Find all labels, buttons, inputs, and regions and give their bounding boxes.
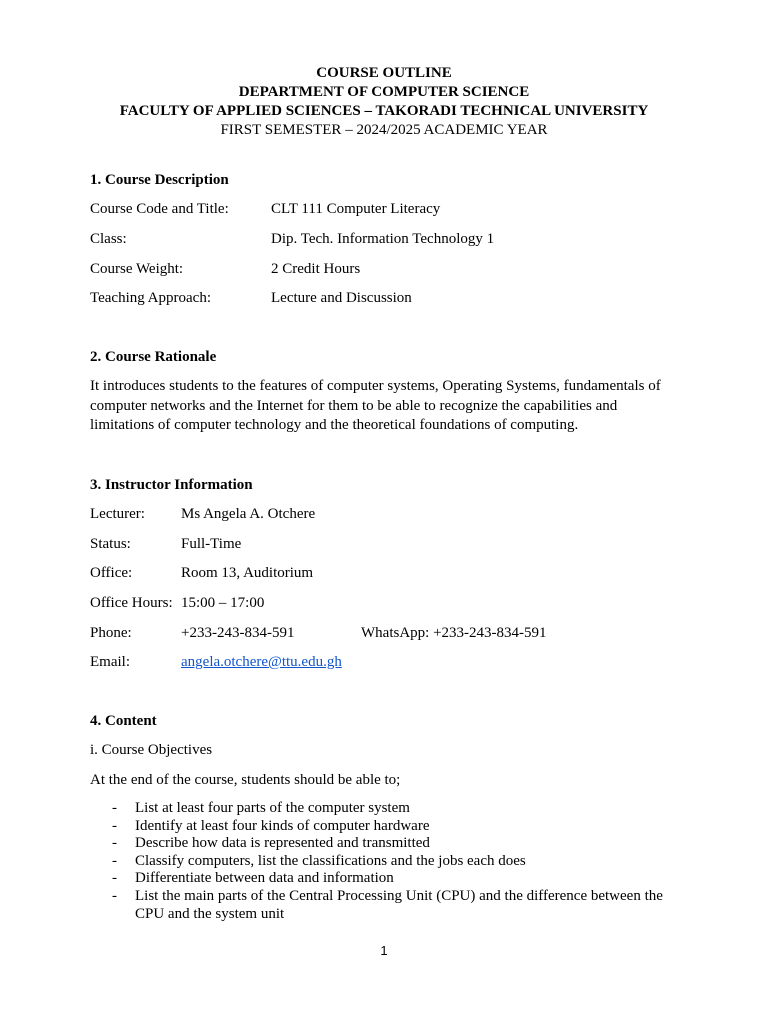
list-item-text: List at least four parts of the computer system xyxy=(135,800,410,816)
bullet-dash: - xyxy=(112,870,117,887)
office-hours-label: Office Hours: xyxy=(90,595,173,611)
status-label: Status: xyxy=(90,536,131,552)
bullet-dash: - xyxy=(112,887,117,904)
list-item-text: List the main parts of the Central Processing Unit (CPU) and the difference between the CPU and the system unit xyxy=(135,887,663,922)
office-hours-value: 15:00 – 17:00 xyxy=(181,595,265,611)
page-number: 1 xyxy=(380,943,388,958)
header-faculty: FACULTY OF APPLIED SCIENCES – TAKORADI TECHNICAL UNIVERSITY xyxy=(119,103,649,119)
list-item xyxy=(90,835,670,853)
class-label: Class: xyxy=(90,231,127,247)
course-code-value: CLT 111 Computer Literacy xyxy=(271,201,441,217)
section-heading-course-description: 1. Course Description xyxy=(90,172,229,188)
bullet-dash: - xyxy=(112,800,117,816)
teaching-approach-label: Teaching Approach: xyxy=(90,290,211,306)
list-item xyxy=(90,888,670,923)
section-heading-instructor-information: 3. Instructor Information xyxy=(90,477,253,493)
list-item xyxy=(90,870,670,888)
list-item-text: Classify computers, list the classifications and the jobs each does xyxy=(135,852,526,869)
list-item xyxy=(90,853,670,871)
section-heading-course-rationale: 2. Course Rationale xyxy=(90,349,217,365)
course-rationale-text: It introduces students to the features of computer systems, Operating Systems, fundamentals of computer networks and the Internet for them to be able to recognize the capabilities and limitations of computer technology and the theoretical foundations of computing. xyxy=(90,378,661,433)
course-code-label: Course Code and Title: xyxy=(90,201,229,217)
list-item-text: Differentiate between data and information xyxy=(135,870,394,887)
email-label: Email: xyxy=(90,654,130,670)
phone-value: +233-243-834-591 xyxy=(181,625,295,641)
course-objectives-subheading: i. Course Objectives xyxy=(90,742,213,758)
header-department: DEPARTMENT OF COMPUTER SCIENCE xyxy=(238,84,530,100)
class-value: Dip. Tech. Information Technology 1 xyxy=(271,231,495,247)
lecturer-label: Lecturer: xyxy=(90,506,145,522)
header-title: COURSE OUTLINE xyxy=(316,65,452,81)
bullet-dash: - xyxy=(112,835,117,852)
email-link[interactable]: angela.otchere@ttu.edu.gh xyxy=(181,654,342,670)
bullet-dash: - xyxy=(112,852,117,869)
whatsapp-value: WhatsApp: +233-243-834-591 xyxy=(361,625,547,641)
course-objectives-list xyxy=(90,800,670,923)
teaching-approach-value: Lecture and Discussion xyxy=(271,290,412,306)
course-weight-value: 2 Credit Hours xyxy=(271,261,361,277)
header-semester: FIRST SEMESTER – 2024/2025 ACADEMIC YEAR xyxy=(220,122,548,138)
list-item-text: Describe how data is represented and transmitted xyxy=(135,835,430,852)
course-weight-label: Course Weight: xyxy=(90,261,184,277)
list-item xyxy=(90,818,670,836)
phone-label: Phone: xyxy=(90,625,132,641)
list-item-text: Identify at least four kinds of computer hardware xyxy=(135,817,430,834)
list-item xyxy=(90,800,670,818)
status-value: Full-Time xyxy=(181,536,242,552)
document-header xyxy=(0,64,768,140)
office-label: Office: xyxy=(90,565,133,581)
bullet-dash: - xyxy=(112,817,117,834)
office-value: Room 13, Auditorium xyxy=(181,565,314,581)
section-heading-content: 4. Content xyxy=(90,713,157,729)
course-objectives-intro: At the end of the course, students should be able to; xyxy=(90,772,401,788)
lecturer-value: Ms Angela A. Otchere xyxy=(181,506,316,522)
